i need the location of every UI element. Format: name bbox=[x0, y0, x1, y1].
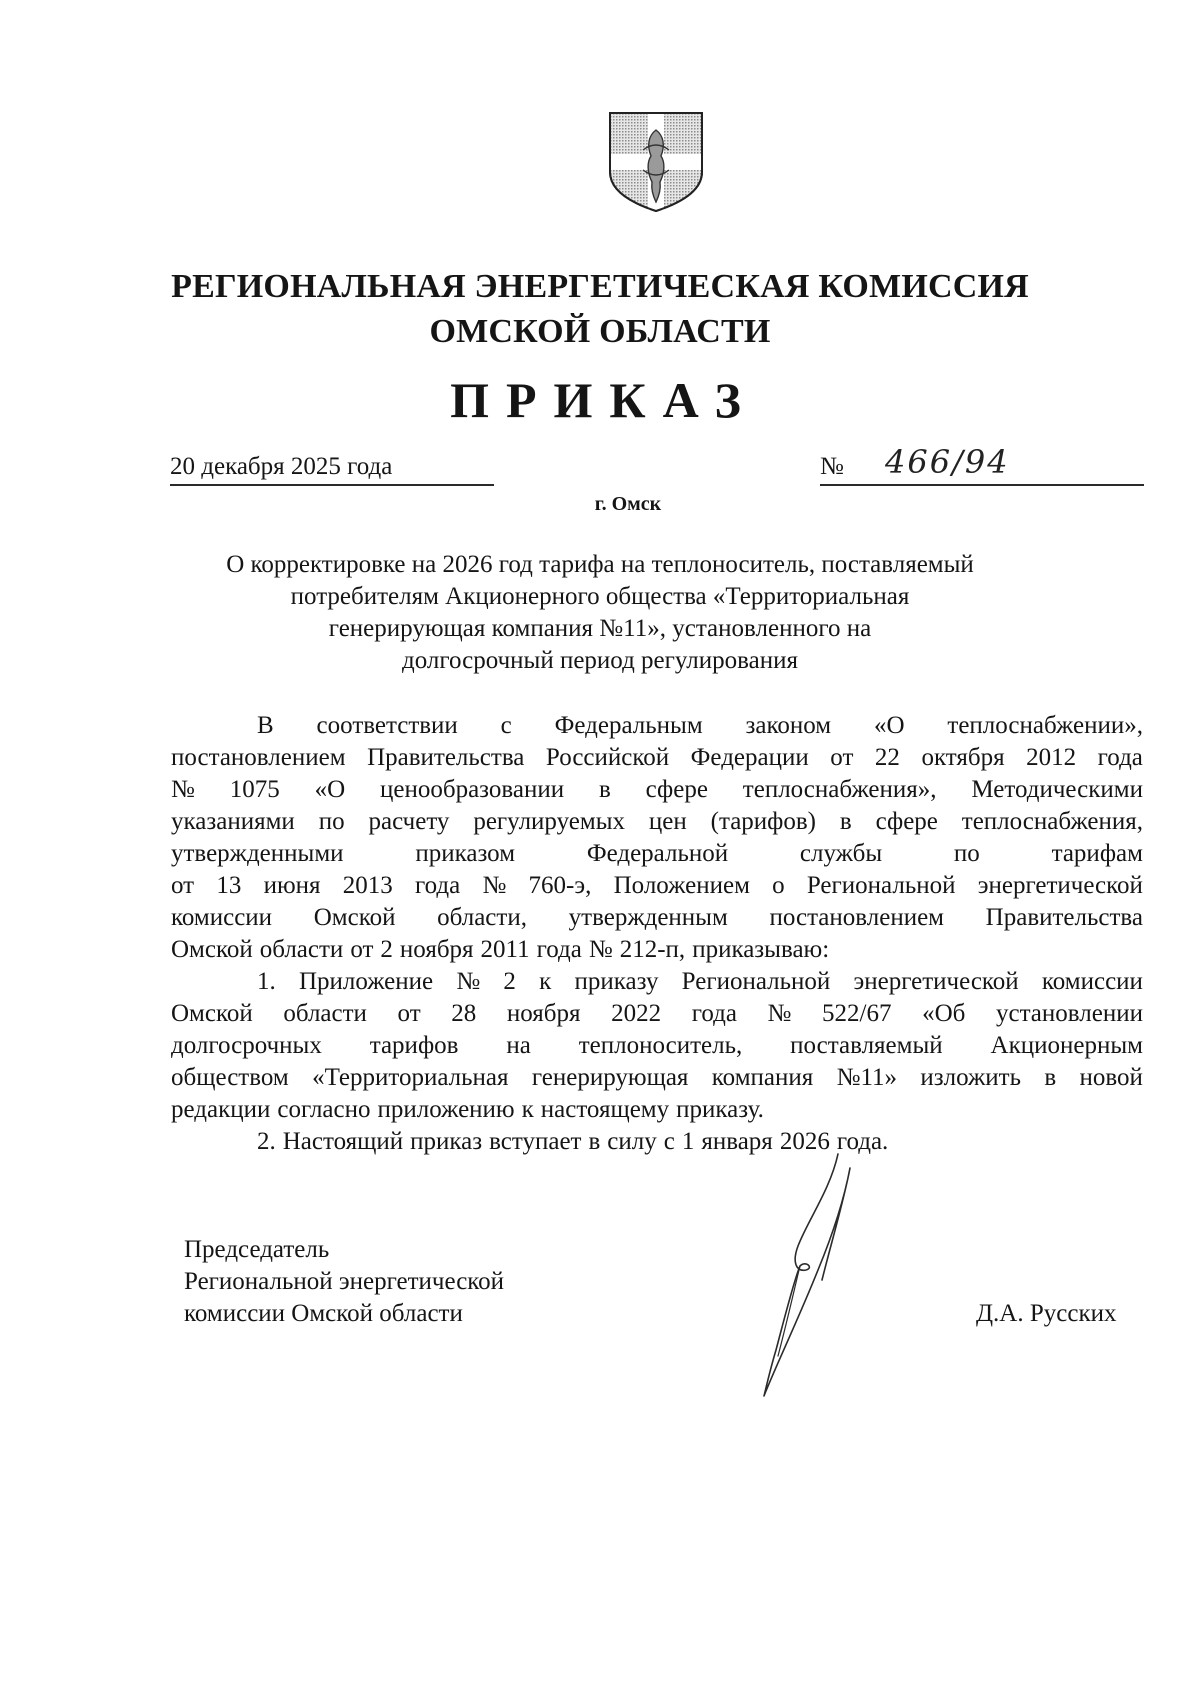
word: Методическими bbox=[971, 776, 1143, 803]
word: «О bbox=[873, 712, 905, 739]
word: № bbox=[171, 776, 195, 803]
word: комиссии bbox=[171, 904, 273, 931]
word: теплоноситель, bbox=[578, 1032, 743, 1059]
word: компания bbox=[711, 1064, 814, 1091]
word: июня bbox=[263, 872, 321, 899]
word: области, bbox=[437, 904, 527, 931]
word: в bbox=[588, 1128, 601, 1155]
word: редакции bbox=[171, 1096, 271, 1123]
word: приказу. bbox=[676, 1096, 764, 1123]
document-type: ПРИКАЗ bbox=[450, 372, 758, 428]
word: октября bbox=[921, 744, 1005, 771]
word: от bbox=[350, 936, 374, 963]
document-date: 20 декабря 2025 года bbox=[170, 453, 393, 480]
word: Правительства bbox=[367, 744, 525, 771]
word: 28 bbox=[451, 1000, 477, 1027]
word: «О bbox=[314, 776, 346, 803]
word: 2026 bbox=[779, 1128, 830, 1155]
word: теплоснабжения», bbox=[742, 776, 937, 803]
item2-line bbox=[171, 1126, 1143, 1158]
word: вступает bbox=[489, 1128, 582, 1155]
signer-position-line: Региональной энергетической bbox=[184, 1268, 505, 1295]
word: 2012 bbox=[1026, 744, 1077, 771]
word: Акционерным bbox=[990, 1032, 1143, 1059]
item1-line bbox=[171, 998, 1143, 1030]
document-number: 466/94 bbox=[885, 443, 1010, 481]
word: в bbox=[839, 808, 852, 835]
word: на bbox=[506, 1032, 531, 1059]
body-line bbox=[171, 934, 1143, 966]
word: сфере bbox=[645, 776, 708, 803]
word: Омской bbox=[313, 904, 396, 931]
word: изложить bbox=[920, 1064, 1021, 1091]
word: силу bbox=[607, 1128, 657, 1155]
word: в bbox=[598, 776, 611, 803]
word: Правительства bbox=[985, 904, 1143, 931]
word: постановлением bbox=[171, 744, 346, 771]
word: 1 bbox=[681, 1128, 695, 1155]
word: в bbox=[1044, 1064, 1057, 1091]
item1-line bbox=[171, 1030, 1143, 1062]
word: теплоснабжения, bbox=[961, 808, 1143, 835]
word: регулируемых bbox=[473, 808, 625, 835]
word: постановлением bbox=[769, 904, 944, 931]
word: новой bbox=[1079, 1064, 1143, 1091]
word: Настоящий bbox=[282, 1128, 404, 1155]
word: 2. bbox=[257, 1128, 276, 1155]
word: к bbox=[539, 968, 552, 995]
signer-position-line: Председатель bbox=[184, 1236, 330, 1263]
word: 1. bbox=[257, 968, 276, 995]
word: (тарифов) bbox=[710, 808, 816, 835]
word: Российской bbox=[545, 744, 670, 771]
body-line bbox=[171, 806, 1143, 838]
word: приказу bbox=[574, 968, 659, 995]
word: Федерации bbox=[690, 744, 809, 771]
word: обществом bbox=[171, 1064, 289, 1091]
word: года bbox=[1097, 744, 1143, 771]
word: № bbox=[588, 936, 613, 963]
word: службы bbox=[799, 840, 883, 867]
word: указаниями bbox=[171, 808, 295, 835]
word: Омской bbox=[171, 1000, 253, 1027]
word: 2 bbox=[503, 968, 516, 995]
word: настоящему bbox=[540, 1096, 670, 1123]
word: от bbox=[397, 1000, 421, 1027]
word: 13 bbox=[216, 872, 242, 899]
word: года bbox=[414, 872, 461, 899]
body-line bbox=[171, 710, 1143, 742]
number-label: № bbox=[820, 453, 844, 480]
word: Региональной bbox=[806, 872, 956, 899]
document-city: г. Омск bbox=[594, 493, 662, 515]
word: области bbox=[259, 936, 344, 963]
word: расчету bbox=[368, 808, 450, 835]
word: 212-п, bbox=[619, 936, 686, 963]
word: «Территориальная bbox=[312, 1064, 509, 1091]
word: Федеральной bbox=[586, 840, 729, 867]
body-line bbox=[171, 838, 1143, 870]
word: 760-э, bbox=[528, 872, 592, 899]
word: № bbox=[456, 968, 481, 995]
word: В bbox=[257, 712, 274, 739]
document-body bbox=[171, 710, 1143, 1158]
word: энергетической bbox=[853, 968, 1019, 995]
signer-position-line: комиссии Омской области bbox=[184, 1300, 463, 1327]
word: о bbox=[772, 872, 785, 899]
word: с bbox=[500, 712, 512, 739]
subject-line: О корректировке на 2026 год тарифа на теплоноситель, поставляемый bbox=[226, 551, 974, 578]
word: приказ bbox=[410, 1128, 483, 1155]
word: 2013 bbox=[342, 872, 393, 899]
body-line bbox=[171, 774, 1143, 806]
word: ценообразовании bbox=[380, 776, 565, 803]
word: по bbox=[953, 840, 980, 867]
organization-name bbox=[0, 264, 1200, 354]
item1-line bbox=[171, 1062, 1143, 1094]
word: 2 bbox=[380, 936, 393, 963]
word: приложению bbox=[377, 1096, 515, 1123]
word: соответствии bbox=[316, 712, 458, 739]
word: энергетической bbox=[977, 872, 1143, 899]
word: года. bbox=[836, 1128, 889, 1155]
date-underline bbox=[170, 484, 494, 486]
word: № bbox=[482, 872, 507, 899]
word: от bbox=[830, 744, 854, 771]
word: Приложение bbox=[298, 968, 434, 995]
word: утвержденным bbox=[568, 904, 728, 931]
signer-position bbox=[184, 1234, 504, 1330]
word: тарифам bbox=[1051, 840, 1143, 867]
signer-name: Д.А. Русских bbox=[976, 1300, 1117, 1327]
word: года bbox=[536, 936, 582, 963]
word: Федеральным bbox=[554, 712, 703, 739]
word: с bbox=[663, 1128, 675, 1155]
word: по bbox=[318, 808, 345, 835]
body-line bbox=[171, 902, 1143, 934]
item1-line bbox=[171, 966, 1143, 998]
word: законом bbox=[745, 712, 832, 739]
document-subject bbox=[0, 549, 1200, 677]
word: приказываю: bbox=[692, 936, 830, 963]
word: цен bbox=[648, 808, 687, 835]
word: 1075 bbox=[229, 776, 280, 803]
word: теплоснабжении», bbox=[947, 712, 1143, 739]
word: согласно bbox=[277, 1096, 371, 1123]
subject-line: долгосрочный период регулирования bbox=[402, 647, 798, 674]
word: № bbox=[767, 1000, 792, 1027]
word: 522/67 bbox=[822, 1000, 892, 1027]
word: Региональной bbox=[681, 968, 831, 995]
word: 2011 bbox=[480, 936, 530, 963]
word: утвержденными bbox=[171, 840, 344, 867]
word: к bbox=[521, 1096, 534, 1123]
word: Положением bbox=[613, 872, 750, 899]
word: приказом bbox=[415, 840, 516, 867]
word: ноября bbox=[399, 936, 474, 963]
word: области bbox=[283, 1000, 367, 1027]
word: «Об bbox=[922, 1000, 966, 1027]
handwritten-signature bbox=[740, 1150, 890, 1400]
word: комиссии bbox=[1041, 968, 1143, 995]
item1-line bbox=[171, 1094, 1143, 1126]
word: долгосрочных bbox=[171, 1032, 322, 1059]
word: тарифов bbox=[369, 1032, 459, 1059]
organization-name-line1: РЕГИОНАЛЬНАЯ ЭНЕРГЕТИЧЕСКАЯ КОМИССИЯ bbox=[171, 268, 1029, 305]
word: января bbox=[701, 1128, 773, 1155]
subject-line: потребителям Акционерного общества «Территориальная bbox=[290, 583, 910, 610]
word: генерирующая bbox=[531, 1064, 689, 1091]
number-underline bbox=[820, 484, 1144, 486]
word: №11» bbox=[836, 1064, 898, 1091]
word: года bbox=[691, 1000, 737, 1027]
word: Омской bbox=[171, 936, 253, 963]
word: 2022 bbox=[611, 1000, 662, 1027]
body-line bbox=[171, 870, 1143, 902]
body-line bbox=[171, 742, 1143, 774]
coat-of-arms-icon bbox=[607, 110, 705, 214]
word: поставляемый bbox=[790, 1032, 943, 1059]
word: от bbox=[171, 872, 195, 899]
word: 22 bbox=[874, 744, 900, 771]
word: сфере bbox=[875, 808, 938, 835]
subject-line: генерирующая компания №11», установленного на bbox=[328, 615, 872, 642]
word: установлении bbox=[995, 1000, 1143, 1027]
organization-name-line2: ОМСКОЙ ОБЛАСТИ bbox=[429, 313, 771, 350]
word: ноября bbox=[506, 1000, 581, 1027]
